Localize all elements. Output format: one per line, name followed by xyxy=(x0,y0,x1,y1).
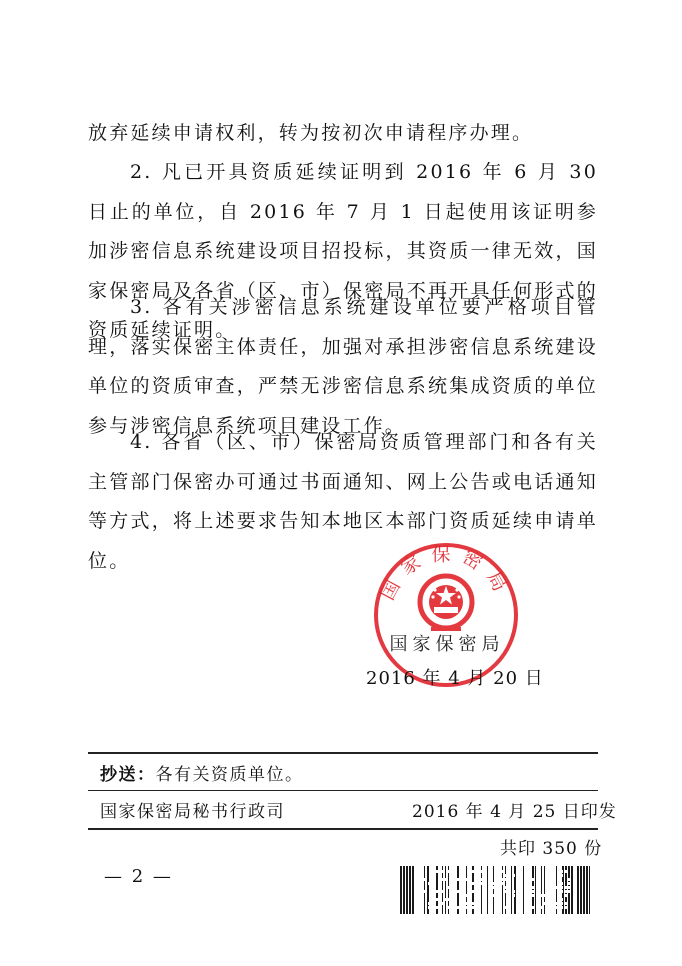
cc-label: 抄送： xyxy=(100,765,156,785)
page-number: — 2 — xyxy=(104,866,173,887)
body-paragraph-1: 放弃延续申请权利，转为按初次申请程序办理。 xyxy=(88,122,534,144)
footer-rule-bottom xyxy=(88,828,598,830)
body-paragraph-3: 3. 各有关涉密信息系统建设单位要严格项目管理，落实保密主体责任，加强对承担涉密信息系统建设单位的资质审查，严禁无涉密信息系统集成资质的单位参与涉密信息系统项目建设工作。 xyxy=(88,296,598,437)
body-paragraph-2: 2. 凡已开具资质延续证明到 2016 年 6 月 30 日止的单位，自 2016 年 7 月 1 日起使用该证明参加涉密信息系统建设项目招投标，其资质一律无效，国家保密局及各省（区、市）保密局不再开具任何形式的资质延续证明。 xyxy=(88,161,598,341)
cc-recipients: 各有关资质单位。 xyxy=(155,765,304,785)
issue-date: 2016 年 4 月 20 日 xyxy=(366,668,544,689)
barcode-icon xyxy=(400,866,590,914)
print-copies: 共印 350 份 xyxy=(500,839,603,859)
seal-issuer-name: 国家保密局 xyxy=(389,634,505,655)
national-emblem-icon xyxy=(420,576,472,631)
issuing-office: 国家保密局秘书行政司 xyxy=(100,802,285,822)
seal-arc-text: 国家保密局 xyxy=(376,543,516,604)
footer-rule-top xyxy=(88,752,598,754)
cc-line xyxy=(100,760,304,785)
print-date: 2016 年 4 月 25 日印发 xyxy=(412,802,617,822)
body-paragraph-4: 4. 各省（区、市）保密局资质管理部门和各有关主管部门保密办可通过书面通知、网上公告或电话通知等方式，将上述要求告知本地区本部门资质延续申请单位。 xyxy=(88,431,598,572)
footer-rule-middle xyxy=(88,790,598,791)
